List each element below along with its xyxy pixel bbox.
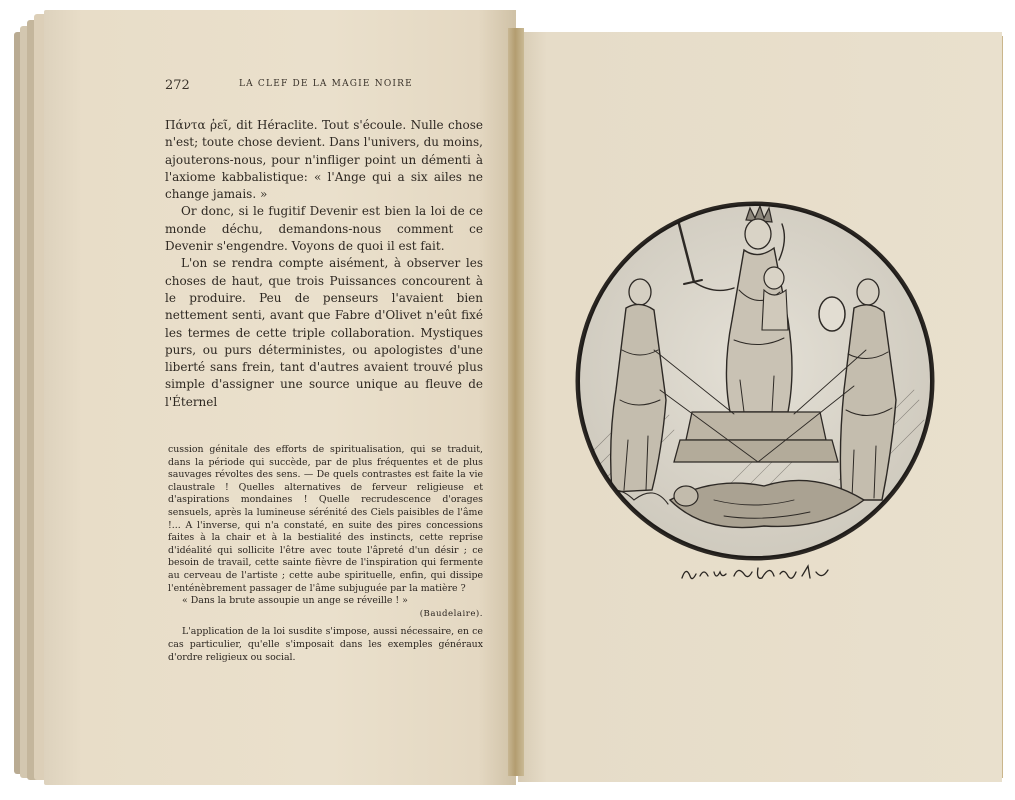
paragraph: L'on se rendra compte aisément, à observer les choses de haut, que trois Puissances concourent à le produire. Peu de penseurs l'avaient bien nettement senti, avant que Fabre d'Olivet n'eût fixé les termes de cette triple collaboration. Mystiques purs, ou purs déterministes, ou apologistes d'une liberté sans frein, tant d'autres avaient trouvé plus simple d'assigner une source unique au fleuve de l'Éternel <box>165 256 483 409</box>
page-number: 272 <box>165 78 190 93</box>
footnote-text: cussion génitale des efforts de spiritualisation, qui se traduit, dans la période qui succède, par de plus fréquentes et de plus sauvages révoltes des sens. — De quels contrastes est faite la vie claustrale ! Quelles alternatives de ferveur religieuse et d'aspirations mondaines ! Quelle recrudescence d'orages sensuels, après la lumineuse sérénité des Ciels paisibles de l'âme !... A l'inverse, qui n'a constaté, en suite des pires concessions faites à la chair et à la bestialité des instincts, cette reprise d'idéalité qui sollicite l'être avec toute l'âpreté d'un désir ; ce besoin de travail, cette sainte fièvre de l'inspiration qui fermente au cerveau de l'artiste ; cette aube spirituelle, enfin, qui dissipe l'enténèbrement passager de l'âme subjuguée par la matière ? <box>168 444 483 594</box>
book-spine <box>508 28 524 776</box>
paragraph: Πάντα ῥεῖ, dit Héraclite. Tout s'écoule. Nulle chose n'est; toute chose devient. Dans l'univers, du moins, ajouterons-nous, pour n'infliger point un démenti à l'axiome kabbalistique: « l'Ange qui a six ailes ne change jamais. » <box>165 118 483 202</box>
engraving-illustration <box>574 200 936 562</box>
closing-paragraph: L'application de la loi susdite s'impose, aussi nécessaire, en ce cas particulier, qu'elle s'imposait dans les exemples généraux d'ordre religieux ou social. <box>168 626 483 663</box>
main-text <box>165 117 483 411</box>
running-title: LA CLEF DE LA MAGIE NOIRE <box>239 79 413 89</box>
paragraph: Or donc, si le fugitif Devenir est bien la loi de ce monde déchu, demandons-nous comment ce Devenir s'engendre. Voyons de quoi il est fait. <box>165 204 483 254</box>
footnote-citation: (Baudelaire). <box>419 608 483 619</box>
footnote-quote: « Dans la brute assoupie un ange se réveille ! » <box>182 595 408 607</box>
running-header <box>165 78 483 94</box>
footnote-block <box>168 444 483 664</box>
handwritten-signature <box>678 558 838 588</box>
